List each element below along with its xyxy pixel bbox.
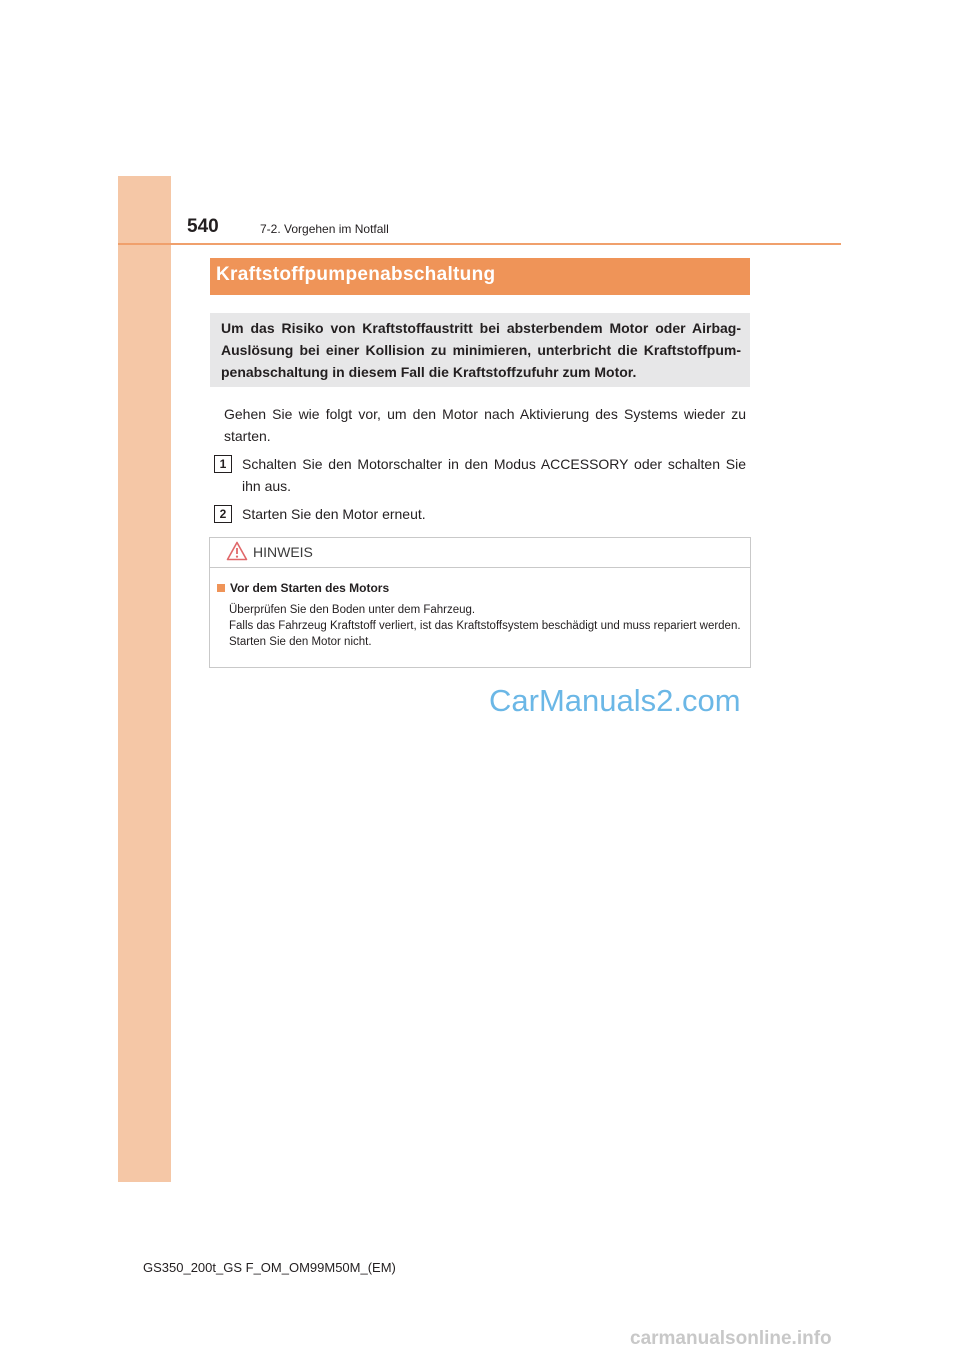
notice-header <box>210 538 750 568</box>
page-number: 540 <box>187 216 219 237</box>
warning-triangle-icon <box>226 541 248 561</box>
notice-box <box>209 537 751 668</box>
header-divider <box>118 243 841 245</box>
section-title: Kraftstoffpumpenabschaltung <box>216 264 496 285</box>
section-label: 7-2. Vorgehen im Notfall <box>260 222 389 236</box>
intro-box <box>210 313 750 387</box>
bottom-watermark: carmanualsonline.info <box>630 1328 832 1349</box>
section-title-banner <box>210 258 750 295</box>
step-number: 2 <box>214 505 232 523</box>
notice-subheading-text: Vor dem Starten des Motors <box>230 581 390 595</box>
chapter-side-tab <box>118 176 171 1182</box>
notice-line-2: Falls das Fahrzeug Kraftstoff verliert, ist das Kraftstoffsystem beschädigt und muss repariert werden. Starten Sie den Motor nicht. <box>229 620 741 648</box>
notice-line-1: Überprüfen Sie den Boden unter dem Fahrzeug. <box>229 604 476 616</box>
footer-code: GS350_200t_GS F_OM_OM99M50M_(EM) <box>143 1260 396 1275</box>
square-bullet-icon <box>217 584 225 592</box>
step-2 <box>214 503 746 525</box>
notice-body <box>229 602 743 650</box>
intro-text: Um das Risiko von Kraftstoffaustritt bei absterbendem Motor oder Airbag-Auslösung bei einer Kollision zu minimieren, unterbricht die Kraftstoffpum-penabschaltung in diesem Fall die Kraftstoffzufuhr zum Motor. <box>221 320 741 380</box>
carmanuals-watermark: CarManuals2.com <box>489 683 741 718</box>
step-text: Starten Sie den Motor erneut. <box>242 506 426 522</box>
step-text: Schalten Sie den Motorschalter in den Modus ACCESSORY oder schalten Sie ihn aus. <box>242 456 746 494</box>
body-paragraph: Gehen Sie wie folgt vor, um den Motor nach Aktivierung des Systems wieder zu starten. <box>224 406 746 444</box>
step-1 <box>214 453 746 497</box>
notice-label: HINWEIS <box>253 544 313 560</box>
notice-subheading <box>217 581 389 595</box>
step-number: 1 <box>214 455 232 473</box>
